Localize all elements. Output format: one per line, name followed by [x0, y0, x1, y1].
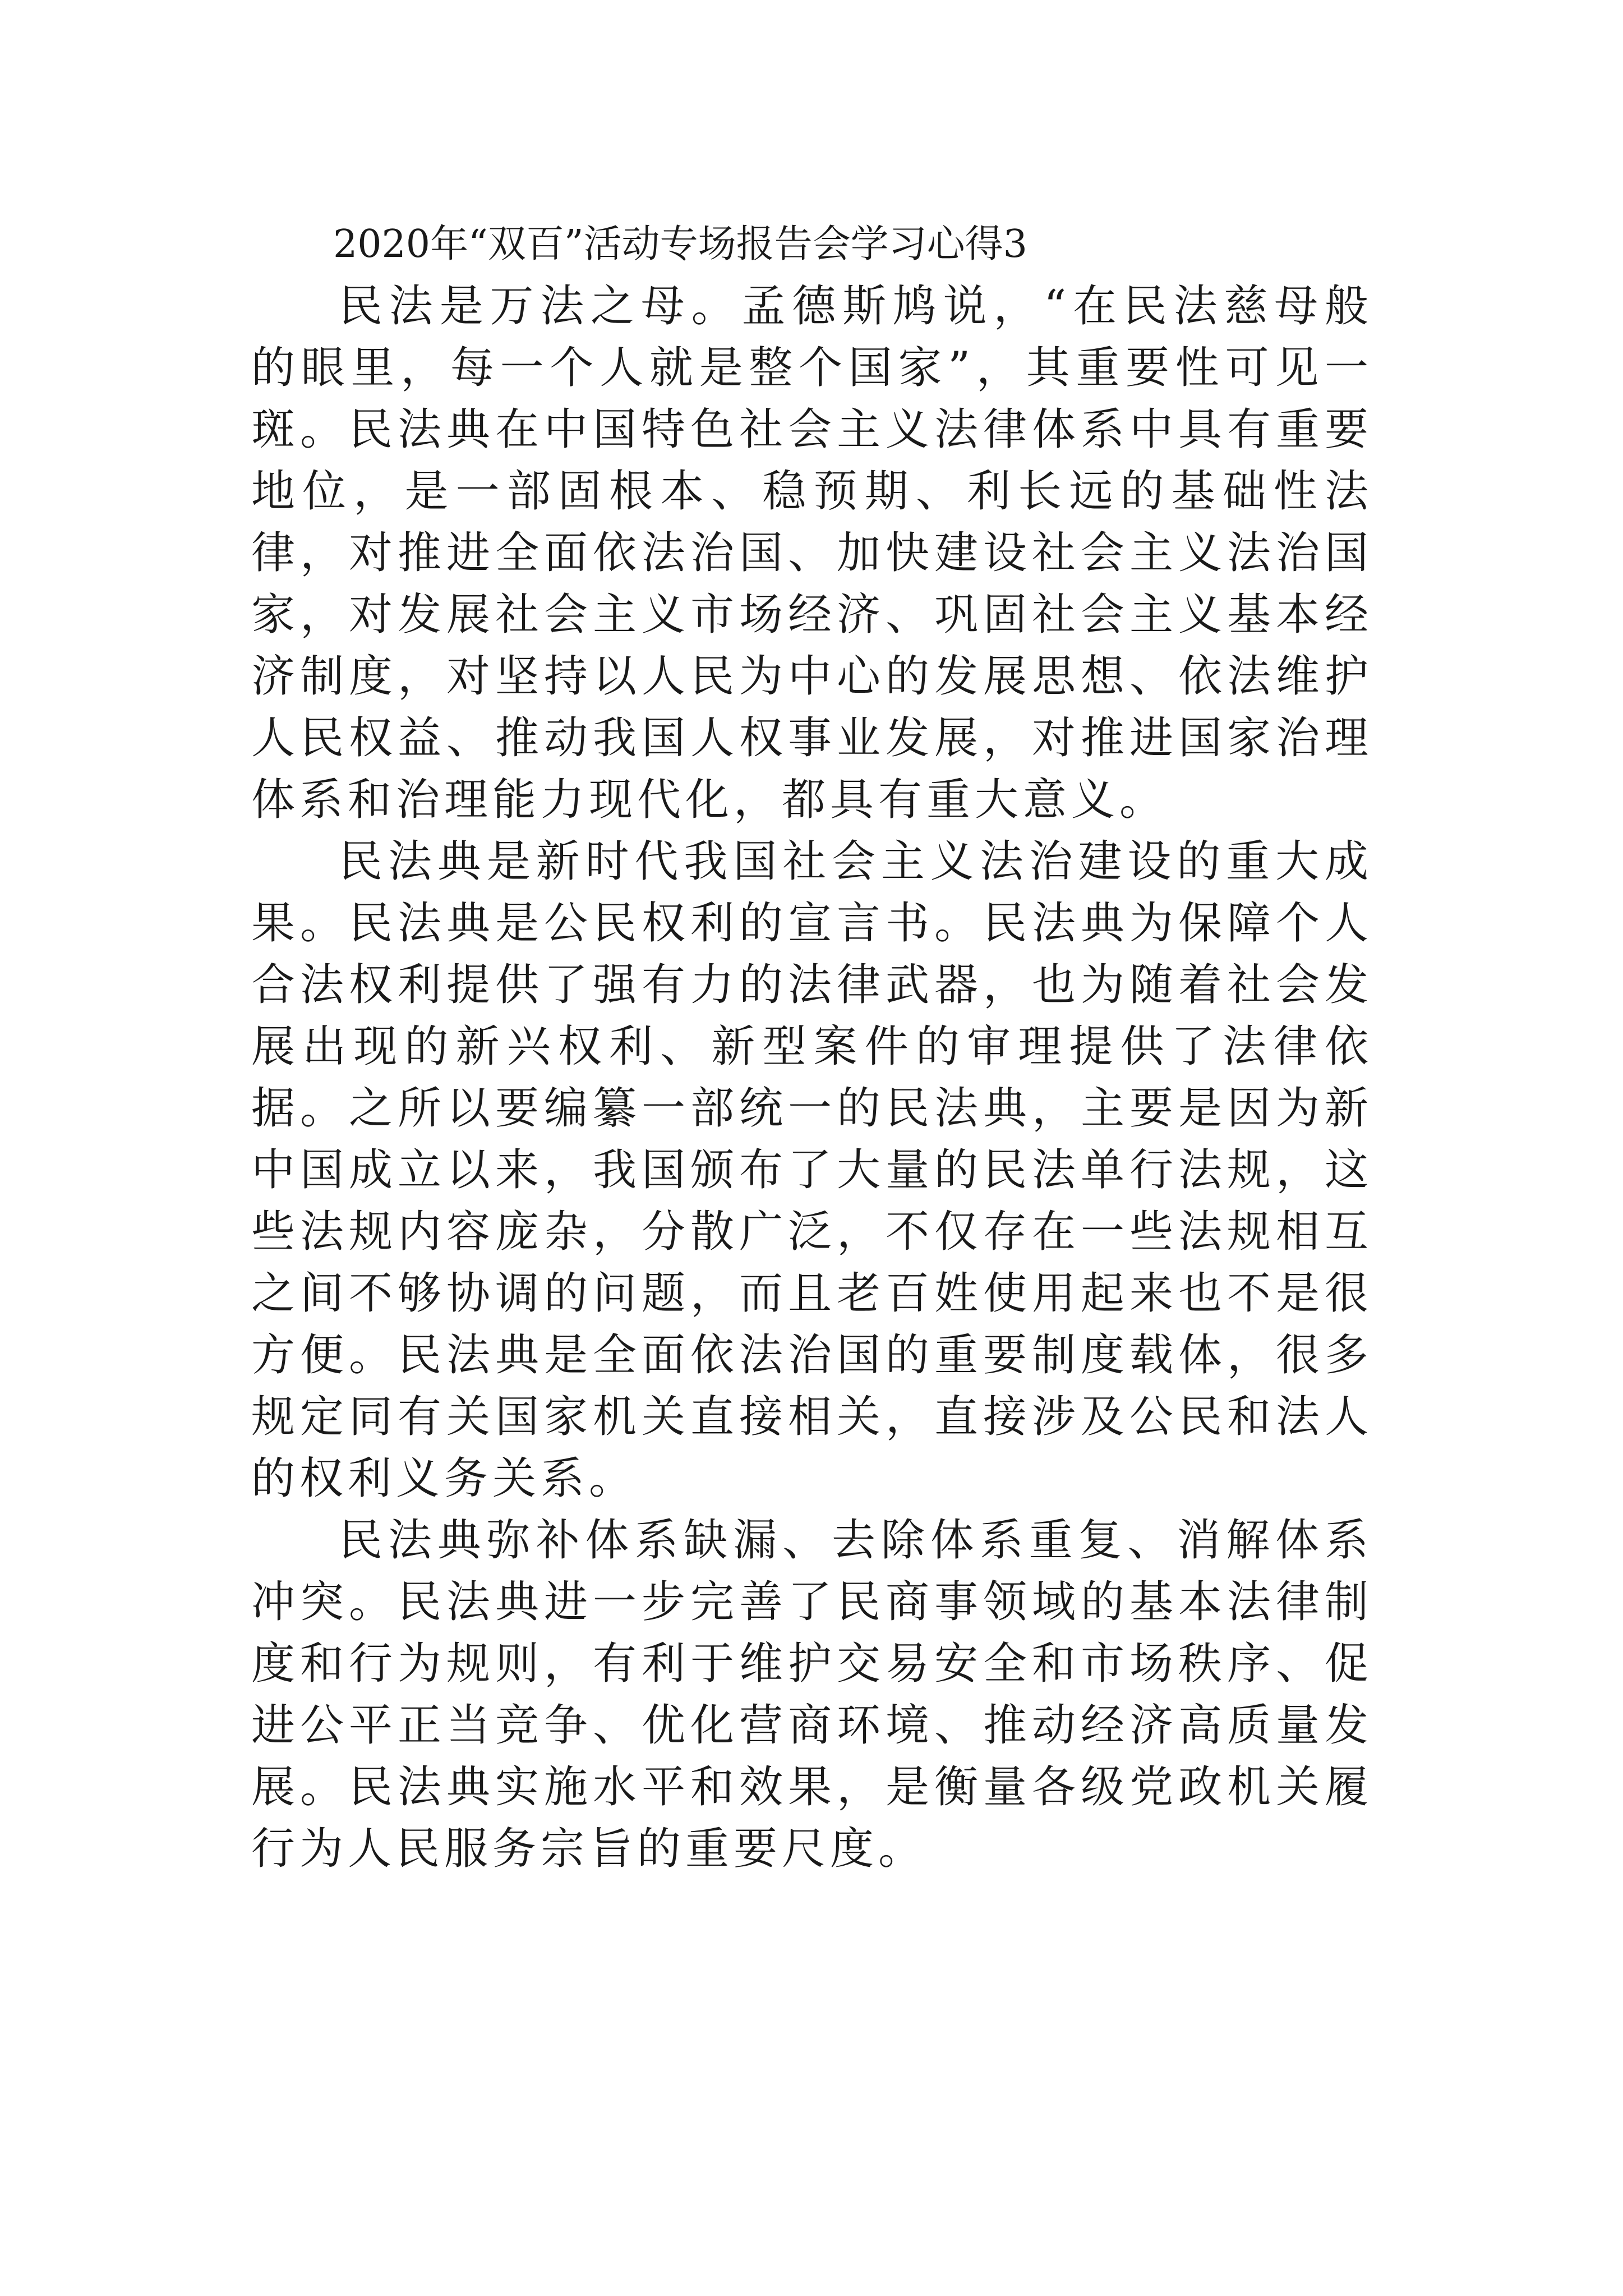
document-body — [251, 275, 1373, 1880]
paragraph-2: 民法典是新时代我国社会主义法治建设的重大成果。民法典是公民权利的宣言书。民法典为保障个人合法权利提供了强有力的法律武器，也为随着社会发展出现的新兴权利、新型案件的审理提供了法律依据。之所以要编纂一部统一的民法典，主要是因为新中国成立以来，我国颁布了大量的民法单行法规，这些法规内容庞杂，分散广泛，不仅存在一些法规相互之间不够协调的问题，而且老百姓使用起来也不是很方便。民法典是全面依法治国的重要制度载体，很多规定同有关国家机关直接相关，直接涉及公民和法人的权利义务关系。 — [251, 836, 1373, 1504]
document-title: 2020年“双百”活动专场报告会学习心得3 — [333, 222, 1027, 266]
paragraph-1: 民法是万法之母。孟德斯鸠说，“在民法慈母般的眼里，每一个人就是整个国家”，其重要性可见一斑。民法典在中国特色社会主义法律体系中具有重要地位，是一部固根本、稳预期、利长远的基础性法律，对推进全面依法治国、加快建设社会主义法治国家，对发展社会主义市场经济、巩固社会主义基本经济制度，对坚持以人民为中心的发展思想、依法维护人民权益、推动我国人权事业发展，对推进国家治理体系和治理能力现代化，都具有重大意义。 — [251, 281, 1373, 825]
paragraph-3: 民法典弥补体系缺漏、去除体系重复、消解体系冲突。民法典进一步完善了民商事领域的基本法律制度和行为规则，有利于维护交易安全和市场秩序、促进公平正当竞争、优化营商环境、推动经济高质量发展。民法典实施水平和效果，是衡量各级党政机关履行为人民服务宗旨的重要尺度。 — [251, 1515, 1373, 1874]
